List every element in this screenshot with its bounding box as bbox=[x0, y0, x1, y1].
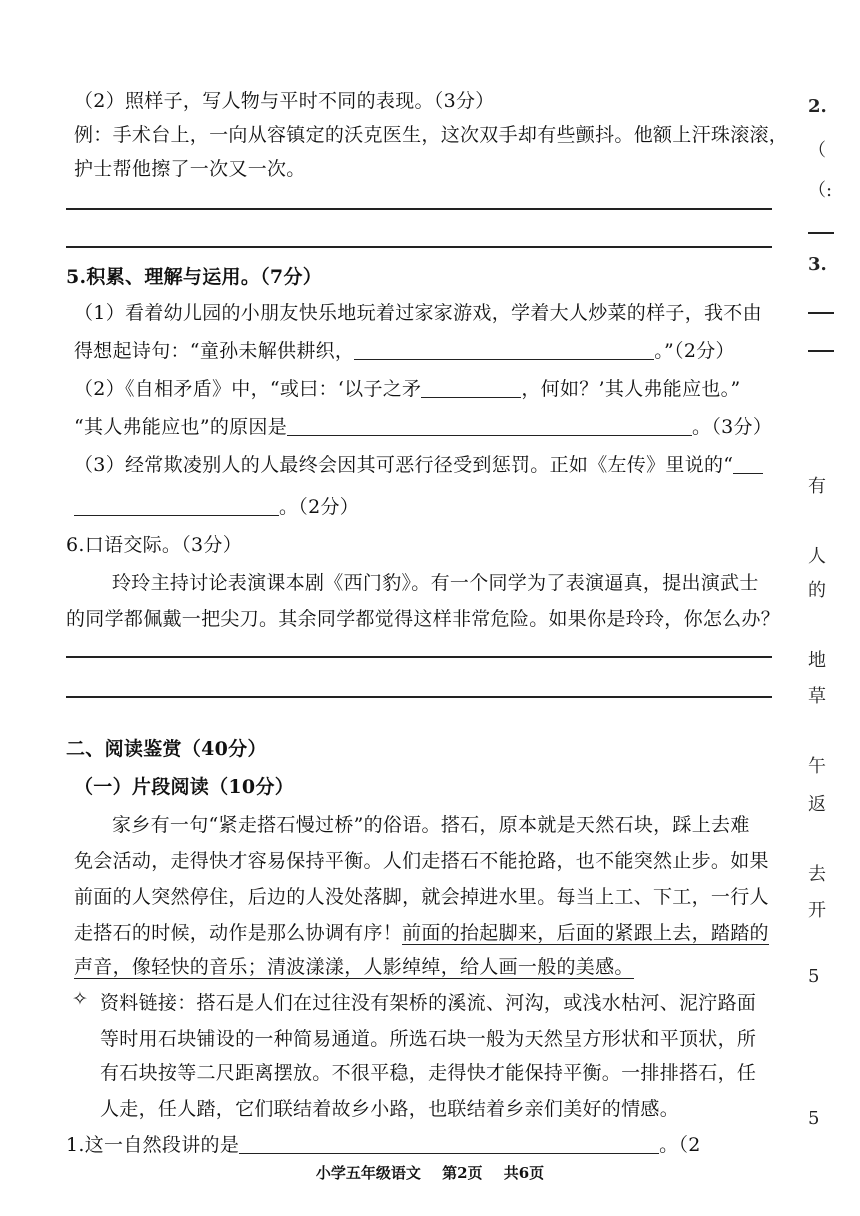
edge-fragment: 3. bbox=[808, 254, 827, 275]
q4-2-example: 例：手术台上，一向从容镇定的沃克医生，这次双手却有些颤抖。他额上汗珠滚滚， bbox=[74, 124, 789, 146]
edge-line bbox=[808, 350, 834, 352]
q1-prompt: 1.这一自然段讲的是 bbox=[66, 1134, 240, 1156]
q1-blank[interactable] bbox=[239, 1134, 659, 1154]
edge-fragment: 草 bbox=[808, 686, 826, 707]
q5-2-blank1[interactable] bbox=[421, 378, 521, 398]
passage-line4-a: 走搭石的时候，动作是那么协调有序！ bbox=[74, 922, 403, 944]
answer-line[interactable] bbox=[66, 656, 772, 658]
q1-line bbox=[66, 1130, 701, 1157]
material-line2: 等时用石块铺设的一种简易通道。所选石块一般为天然呈方形状和平顶状，所 bbox=[100, 1028, 757, 1050]
q5-2-line2 bbox=[74, 412, 772, 439]
q6-line2: 的同学都佩戴一把尖刀。其余同学都觉得这样非常危险。如果你是玲玲，你怎么办？ bbox=[66, 608, 781, 630]
q5-1-score: 。”（2分） bbox=[654, 340, 735, 362]
edge-fragment: 去 bbox=[808, 864, 826, 885]
q5-2-line1 bbox=[74, 374, 741, 401]
edge-fragment: 地 bbox=[808, 650, 826, 671]
q5-2-prompt: （2）《自相矛盾》中，“或曰：‘以子之矛 bbox=[74, 378, 422, 400]
section2-sub1: （一）片段阅读（10分） bbox=[74, 776, 295, 798]
footer-subject: 小学五年级语文 bbox=[315, 1164, 421, 1182]
diamond-icon: ✧ bbox=[72, 988, 89, 1010]
passage-line3: 前面的人突然停住，后边的人没处落脚，就会掉进水里。每当上工、下工，一行人 bbox=[74, 886, 769, 908]
edge-fragment: 返 bbox=[808, 794, 826, 815]
edge-line bbox=[808, 232, 834, 234]
footer-page: 第2页 bbox=[442, 1164, 483, 1182]
q5-1-blank[interactable] bbox=[354, 340, 654, 360]
page-footer bbox=[0, 1162, 860, 1183]
section2-title: 二、阅读鉴赏（40分） bbox=[66, 738, 267, 760]
passage-line2: 免会活动，走得快才容易保持平衡。人们走搭石不能抢路，也不能突然止步。如果 bbox=[74, 850, 769, 872]
passage-line1: 家乡有一句“紧走搭石慢过桥”的俗语。搭石，原本就是天然石块，踩上去难 bbox=[112, 814, 750, 836]
q5-2-score: 。（3分） bbox=[692, 416, 773, 438]
edge-fragment: 的 bbox=[808, 580, 826, 601]
answer-line[interactable] bbox=[66, 696, 772, 698]
edge-fragment: 5 bbox=[808, 966, 820, 987]
edge-fragment: 人 bbox=[808, 546, 826, 567]
q5-3-line2 bbox=[74, 492, 359, 519]
passage-underlined-b: 声音，像轻快的音乐；清波漾漾，人影绰绰，给人画一般的美感。 bbox=[74, 956, 634, 978]
material-line1: 资料链接：搭石是人们在过往没有架桥的溪流、河沟，或浅水枯河、泥泞路面 bbox=[100, 992, 757, 1014]
q4-2-example-cont: 护士帮他擦了一次又一次。 bbox=[74, 158, 306, 180]
material-line4: 人走，任人踏，它们联结着故乡小路，也联结着乡亲们美好的情感。 bbox=[100, 1098, 680, 1120]
q5-2-reason-prompt: “其人弗能应也”的原因是 bbox=[74, 416, 288, 438]
material-line3: 有石块按等二尺距离摆放。不很平稳，走得快才能保持平衡。一排排搭石，任 bbox=[100, 1062, 757, 1084]
footer-total: 共6页 bbox=[503, 1164, 545, 1182]
edge-fragment: 开 bbox=[808, 900, 826, 921]
passage-underlined-a: 前面的抬起脚来，后面的紧跟上去，踏踏的 bbox=[402, 922, 769, 944]
q5-1-line1: （1）看着幼儿园的小朋友快乐地玩着过家家游戏，学着大人炒菜的样子，我不由 bbox=[74, 302, 762, 324]
edge-fragment: 2. bbox=[808, 96, 827, 117]
passage-line5 bbox=[74, 952, 634, 979]
edge-fragment: 有 bbox=[808, 476, 826, 497]
q5-3-score: 。（2分） bbox=[279, 496, 360, 518]
q5-3-blank-start[interactable] bbox=[733, 454, 763, 474]
q5-title: 5.积累、理解与运用。（7分） bbox=[66, 266, 323, 288]
edge-fragment: 5 bbox=[808, 1108, 820, 1129]
q6-line1: 玲玲主持讨论表演课本剧《西门豹》。有一个同学为了表演逼真，提出演武士 bbox=[112, 572, 759, 594]
edge-fragment: 午 bbox=[808, 756, 826, 777]
edge-fragment: （: bbox=[808, 180, 833, 201]
q1-score: 。（2 bbox=[659, 1134, 701, 1156]
q5-2-blank2[interactable] bbox=[287, 416, 692, 436]
q6-title: 6.口语交际。（3分） bbox=[66, 534, 243, 556]
q5-1-line2 bbox=[74, 336, 735, 363]
edge-line bbox=[808, 312, 834, 314]
answer-line[interactable] bbox=[66, 246, 772, 248]
passage-line4 bbox=[74, 918, 769, 945]
q5-1-prompt: 得想起诗句：“童孙未解供耕织， bbox=[74, 340, 355, 362]
q5-2-prompt-cont: ，何如？’其人弗能应也。” bbox=[521, 378, 741, 400]
q5-3-line1 bbox=[74, 450, 763, 477]
q5-3-blank[interactable] bbox=[74, 496, 279, 516]
edge-fragment: （ bbox=[808, 140, 826, 161]
q4-2-label: （2）照样子，写人物与平时不同的表现。（3分） bbox=[74, 90, 495, 112]
answer-line[interactable] bbox=[66, 208, 772, 210]
q5-3-prompt: （3）经常欺凌别人的人最终会因其可恶行径受到惩罚。正如《左传》里说的“ bbox=[74, 454, 734, 476]
